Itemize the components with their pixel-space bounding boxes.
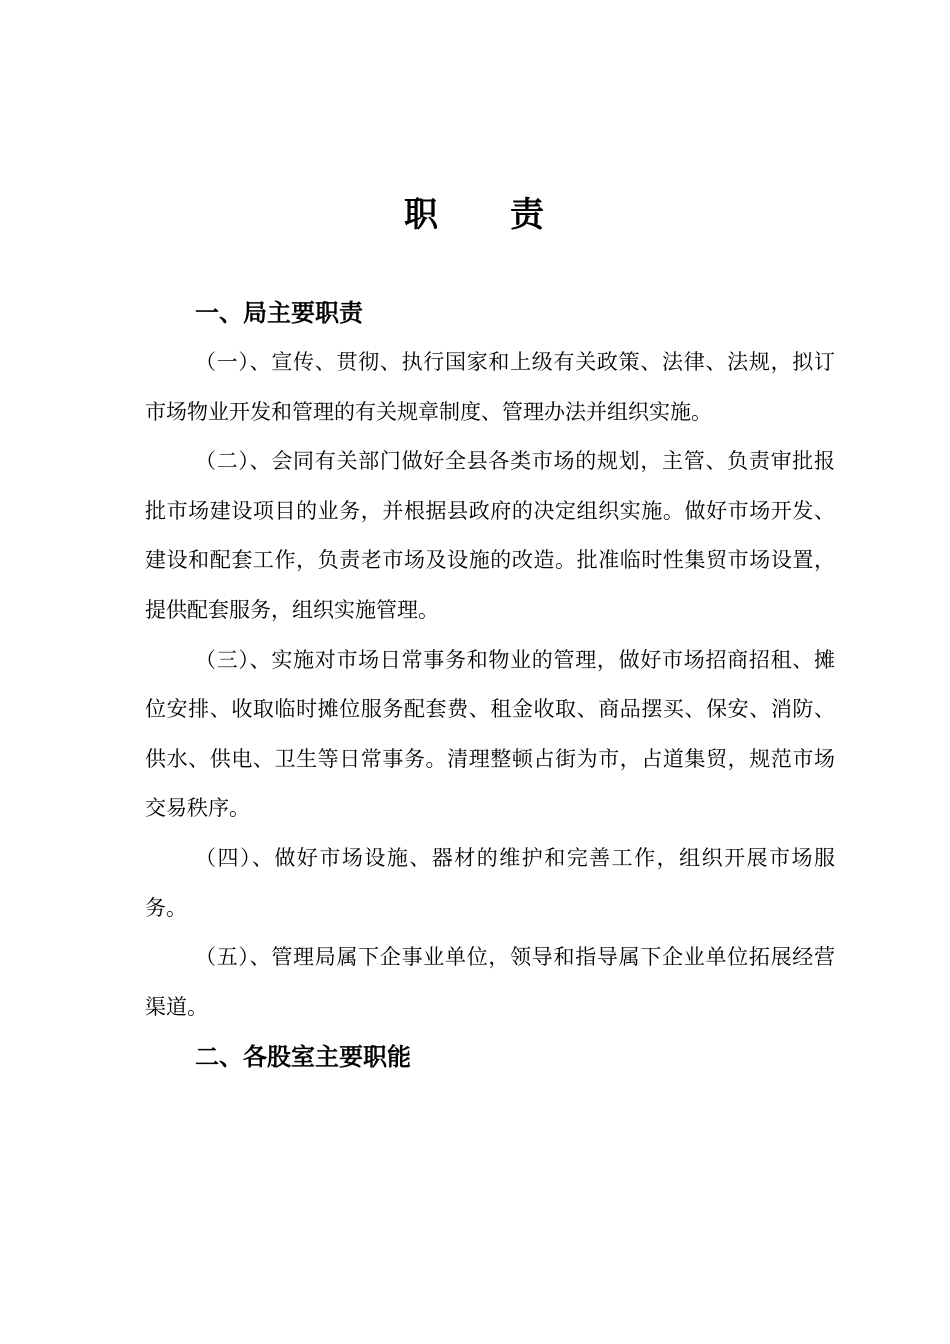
section-heading-1: 一、局主要职责 (195, 298, 363, 327)
paragraph-1: （一）、宣传、贯彻、执行国家和上级有关政策、法律、法规，拟订市场物业开发和管理的有关规章制度、管理办法并组织实施。 (145, 350, 835, 424)
document-body (145, 288, 835, 1082)
paragraph-5: （五）、管理局属下企事业单位，领导和指导属下企业单位拓展经营渠道。 (145, 945, 835, 1019)
title-char-2: 责 (510, 195, 546, 235)
section-heading-2: 二、各股室主要职能 (195, 1042, 411, 1072)
paragraph-4: （四）、做好市场设施、器材的维护和完善工作，组织开展市场服务。 (145, 845, 835, 920)
paragraph-2: （二）、会同有关部门做好全县各类市场的规划，主管、负责审批报批市场建设项目的业务，并根据县政府的决定组织实施。做好市场开发、建设和配套工作，负责老市场及设施的改造。批准临时性集贸市场设置，提供配套服务，组织实施管理。 (145, 449, 835, 622)
page-title (0, 191, 950, 239)
title-char-1: 职 (404, 195, 440, 235)
paragraph-3: （三）、实施对市场日常事务和物业的管理，做好市场招商招租、摊位安排、收取临时摊位服务配套费、租金收取、商品摆买、保安、消防、供水、供电、卫生等日常事务。清理整顿占街为市，占道集贸，规范市场交易秩序。 (145, 647, 835, 821)
